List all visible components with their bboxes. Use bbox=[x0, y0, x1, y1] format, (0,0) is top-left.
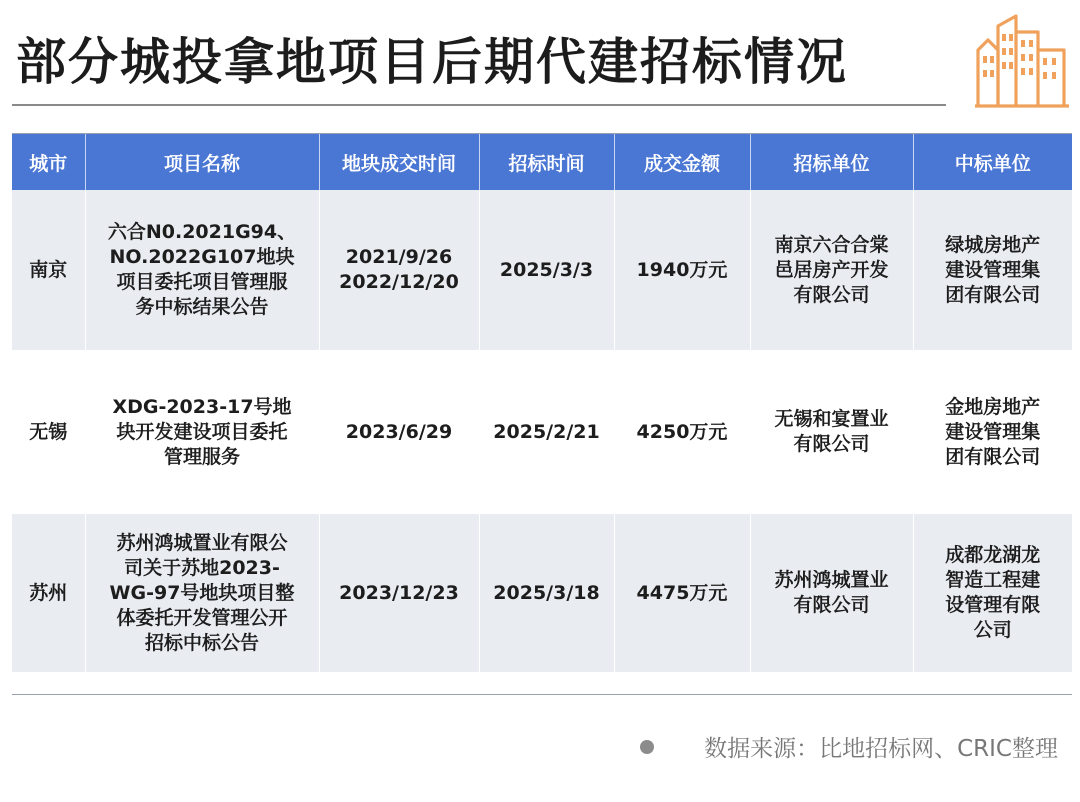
cell-line: WG-97号地块项目整 bbox=[109, 581, 295, 604]
cell-line: 务中标结果公告 bbox=[135, 296, 269, 318]
cell-line: 2023/6/29 bbox=[345, 420, 453, 443]
cell-line: 成都龙湖龙 bbox=[945, 544, 1041, 566]
cell-line: XDG-2023-17号地 bbox=[112, 395, 292, 418]
cell-line: 公司 bbox=[973, 619, 1012, 641]
cell-line: 六合N0.2021G94、 bbox=[107, 221, 297, 243]
table-row bbox=[12, 514, 1072, 672]
cell-line: 体委托开发管理公开 bbox=[116, 606, 288, 629]
cell-tenderer bbox=[750, 190, 913, 350]
header-land-deal-time: 地块成交时间 bbox=[319, 134, 479, 190]
cell-line: 建设管理集 bbox=[945, 420, 1041, 443]
header-tenderer: 招标单位 bbox=[750, 134, 913, 190]
cell-line: 招标中标公告 bbox=[144, 631, 259, 654]
cell-line: 绿城房地产 bbox=[945, 233, 1041, 256]
table-frame bbox=[12, 133, 1072, 695]
cell-line: 设管理有限 bbox=[945, 594, 1041, 616]
source-text: 数据来源：比地招标网、CRIC整理 bbox=[704, 736, 1058, 762]
bullet-dot-icon bbox=[640, 740, 654, 754]
cell-land-deal-time bbox=[319, 350, 479, 514]
cell-city: 无锡 bbox=[12, 350, 85, 514]
cell-line: 项目委托项目管理服 bbox=[116, 271, 288, 293]
cell-deal-amount: 4475万元 bbox=[614, 514, 750, 672]
page-title: 部分城投拿地项目后期代建招标情况 bbox=[16, 33, 848, 91]
cell-deal-amount: 1940万元 bbox=[614, 190, 750, 350]
cell-deal-amount: 4250万元 bbox=[614, 350, 750, 514]
cell-tender-time: 2025/2/21 bbox=[479, 350, 614, 514]
header-project-name: 项目名称 bbox=[85, 134, 319, 190]
source-note bbox=[640, 730, 1058, 763]
cell-line: 有限公司 bbox=[793, 283, 870, 306]
cell-line: 邑居房产开发 bbox=[774, 258, 889, 281]
header-deal-amount: 成交金额 bbox=[614, 134, 750, 190]
data-table bbox=[12, 134, 1072, 672]
cell-line: 苏州鸿城置业有限公 bbox=[116, 531, 288, 554]
cell-line: 苏州鸿城置业 bbox=[774, 569, 889, 591]
cell-line: 有限公司 bbox=[793, 433, 870, 455]
cell-winner bbox=[913, 190, 1072, 350]
cell-tender-time: 2025/3/18 bbox=[479, 514, 614, 672]
building-icon bbox=[972, 10, 1072, 110]
title-divider bbox=[12, 104, 946, 106]
cell-city: 苏州 bbox=[12, 514, 85, 672]
cell-line: 建设管理集 bbox=[945, 258, 1041, 281]
cell-land-deal-time bbox=[319, 514, 479, 672]
cell-land-deal-time bbox=[319, 190, 479, 350]
table-row bbox=[12, 190, 1072, 350]
cell-line: NO.2022G107地块 bbox=[109, 246, 295, 268]
cell-project-name bbox=[85, 350, 319, 514]
cell-line: 团有限公司 bbox=[945, 445, 1041, 468]
cell-line: 管理服务 bbox=[163, 445, 240, 468]
cell-line: 团有限公司 bbox=[945, 283, 1041, 306]
cell-line: 有限公司 bbox=[793, 594, 870, 616]
cell-city: 南京 bbox=[12, 190, 85, 350]
cell-project-name bbox=[85, 190, 319, 350]
cell-line: 2022/12/20 bbox=[339, 271, 459, 293]
cell-tender-time: 2025/3/3 bbox=[479, 190, 614, 350]
header-winner: 中标单位 bbox=[913, 134, 1072, 190]
cell-project-name bbox=[85, 514, 319, 672]
cell-line: 司关于苏地2023- bbox=[124, 556, 280, 579]
cell-line: 2023/12/23 bbox=[339, 581, 459, 604]
cell-winner bbox=[913, 514, 1072, 672]
header-city: 城市 bbox=[12, 134, 85, 190]
cell-winner bbox=[913, 350, 1072, 514]
cell-line: 智造工程建 bbox=[945, 569, 1041, 591]
cell-line: 金地房地产 bbox=[945, 395, 1041, 418]
cell-tenderer bbox=[750, 514, 913, 672]
table-row bbox=[12, 350, 1072, 514]
cell-tenderer bbox=[750, 350, 913, 514]
cell-line: 块开发建设项目委托 bbox=[116, 420, 288, 443]
title-area bbox=[0, 0, 1080, 120]
cell-line: 南京六合合棠 bbox=[774, 233, 889, 256]
cell-line: 无锡和宴置业 bbox=[774, 408, 889, 430]
header-tender-time: 招标时间 bbox=[479, 134, 614, 190]
cell-line: 2021/9/26 bbox=[345, 246, 453, 268]
table-header-row bbox=[12, 134, 1072, 190]
